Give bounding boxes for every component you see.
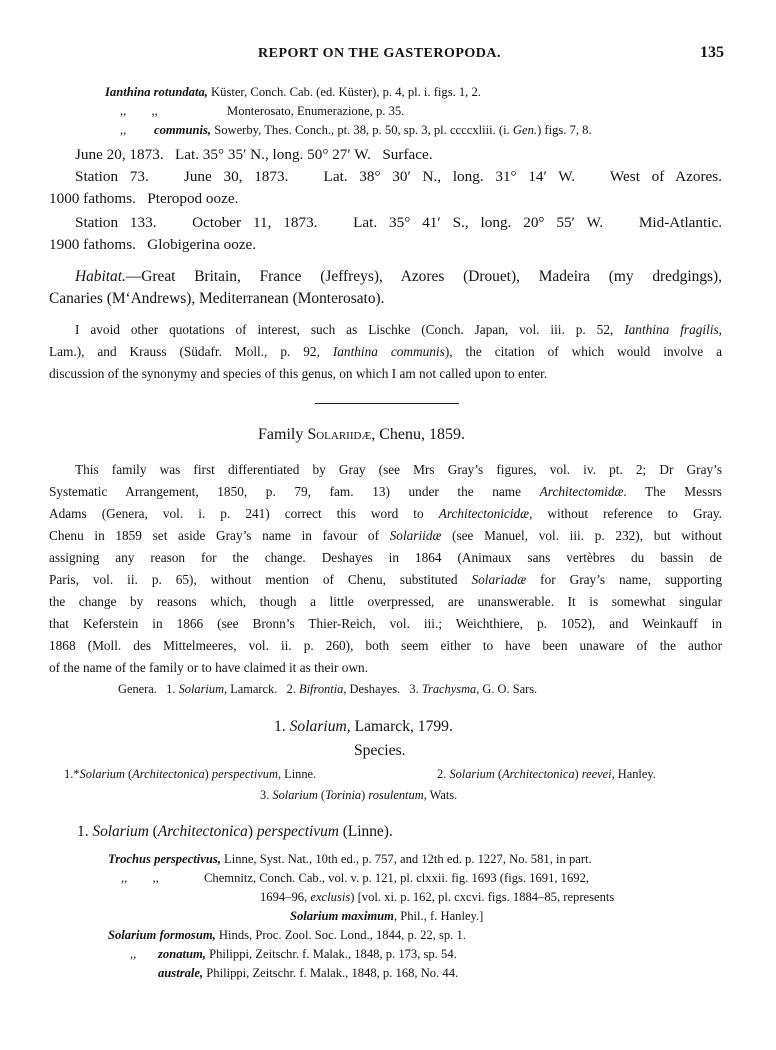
taxon-name: Ianthina rotundata,	[105, 85, 208, 99]
paragraph-text: for Gray’s name, supporting	[526, 572, 722, 587]
genus-name: Bifrontia	[299, 682, 344, 696]
synonymy-line-1	[108, 852, 592, 867]
heading-text: , Lamarck, 1799.	[346, 718, 453, 735]
reference-text: ) [vol. xi. p. 162, pl. cxcvi. figs. 1884–85, represents	[350, 890, 615, 904]
species-number: 2.	[437, 767, 450, 781]
paragraph-text: (see Manuel, vol. iii. p. 232), but without	[441, 528, 722, 543]
ditto-marks: ,, ,,	[121, 871, 159, 885]
family-paragraph-line-1: This family was first differentiated by Gray (see Mrs Gray’s figures, vol. iv. pt. 2; Dr Gray’s	[75, 462, 722, 477]
family-paragraph-line-4	[49, 528, 722, 544]
heading-number: 1.	[77, 823, 93, 840]
taxon-name: Solarium maximum	[290, 909, 394, 923]
species-genus: Solarium	[449, 767, 495, 781]
section-divider	[315, 403, 459, 404]
species-list-item-3	[260, 788, 457, 803]
station-record-2: Station 73. June 30, 1873. Lat. 38° 30′ N., long. 31° 14′ W. West of Azores.	[75, 168, 722, 185]
reference-text: 1694–96,	[260, 890, 311, 904]
genus-number: 2.	[286, 682, 296, 696]
heading-number: 1.	[274, 718, 290, 735]
taxon-name: australe,	[158, 966, 204, 980]
reference-text: Philippi, Zeitschr. f. Malak., 1848, p. 168, No. 44.	[203, 966, 459, 980]
quotation-note-line-2	[49, 344, 722, 360]
family-paragraph-line-8: that Keferstein in 1866 (see Bronn’s Thier-Reich, vol. iii.; Weichthiere, p. 1052), and Weinkauff in	[49, 616, 722, 631]
species-epithet: rosulentum	[368, 788, 424, 802]
paragraph-text: , without reference to Gray.	[529, 506, 723, 521]
synonymy-line-4	[290, 909, 483, 924]
family-heading	[258, 426, 465, 444]
species-author: , Wats.	[423, 788, 458, 802]
species-punct: )	[574, 767, 582, 781]
paragraph-italic: Solariidæ	[389, 528, 442, 543]
family-paragraph-line-7: the change by reasons which, though a little overpressed, are unanswerable. It is somewhat singular	[49, 594, 722, 609]
species-number: 1.*	[64, 767, 80, 781]
taxon-name: Solarium formosum,	[108, 928, 216, 942]
reference-text: Chemnitz, Conch. Cab., vol. v. p. 121, pl. clxxii. fig. 1693 (figs. 1691, 1692,	[204, 871, 590, 885]
synonymy-line-3	[260, 890, 614, 905]
taxon-name: Trochus perspectivus,	[108, 852, 221, 866]
paragraph-text: . The Messrs	[623, 484, 722, 499]
species-number: 3.	[260, 788, 273, 802]
family-paragraph-line-10: of the name of the family or to have claimed it as their own.	[49, 660, 369, 675]
species-punct: (	[124, 767, 133, 781]
paragraph-text: Chenu in 1859 set aside Gray’s name in favour of	[49, 528, 390, 543]
reference-text: Philippi, Zeitschr. f. Malak., 1848, p. 173, sp. 54.	[205, 947, 457, 961]
species-punct: (	[317, 788, 326, 802]
species-epithet: reevei	[581, 767, 612, 781]
reference-italic: exclusis	[310, 890, 351, 904]
species-heading: Species.	[354, 742, 406, 759]
family-paragraph-line-3	[49, 506, 722, 522]
note-italic: Ianthina fragilis,	[624, 322, 722, 337]
paragraph-text: Systematic Arrangement, 1850, p. 79, fam. 13) under the name	[49, 484, 540, 499]
paragraph-italic: Architectonicidæ	[438, 506, 530, 521]
genus-name: Solarium	[178, 682, 225, 696]
species-subgenus: Architectonica	[132, 767, 205, 781]
station-record-3: Station 133. October 11, 1873. Lat. 35° 41′ S., long. 20° 55′ W. Mid-Atlantic.	[75, 214, 722, 231]
note-italic: Ianthina communis	[332, 344, 445, 359]
species-genus: Solarium	[79, 767, 125, 781]
synonymy-line-7	[158, 966, 458, 981]
genus-author: , G. O. Sars.	[476, 682, 538, 696]
habitat-line-2: Canaries (M‘Andrews), Mediterranean (Monterosato).	[49, 290, 385, 307]
page-header	[0, 46, 776, 68]
species-genus: Solarium	[272, 788, 318, 802]
species-list-item-1	[64, 767, 316, 782]
species-epithet: perspectivum	[211, 767, 278, 781]
synonymy-line-5	[108, 928, 466, 943]
paragraph-text: Adams (Genera, vol. i. p. 241) correct this word to	[49, 506, 439, 521]
station-record-3-depth: 1900 fathoms. Globigerina ooze.	[49, 236, 257, 253]
note-text: ), the citation of which would involve a	[444, 344, 722, 359]
habitat-line-1	[75, 268, 722, 286]
ditto-marks: ,,	[130, 947, 137, 961]
running-title: REPORT ON THE GASTEROPODA.	[258, 46, 502, 61]
ditto-marks: ,,	[120, 123, 127, 137]
species-list-item-2	[437, 767, 656, 782]
species-epithet: perspectivum	[256, 823, 339, 840]
ianthina-synonymy-line-1	[105, 85, 481, 100]
reference-text: ) figs. 7, 8.	[537, 123, 592, 137]
genus-author: , Deshayes.	[343, 682, 401, 696]
synonymy-line-6	[130, 947, 457, 962]
quotation-note-line-3: discussion of the synonymy and species of this genus, on which I am not called upon to enter.	[49, 366, 548, 381]
genus-number: 3.	[409, 682, 419, 696]
station-record-2-depth: 1000 fathoms. Pteropod ooze.	[49, 190, 239, 207]
species-author: , Hanley.	[611, 767, 656, 781]
paragraph-italic: Solariadæ	[471, 572, 527, 587]
species-author: , Linne.	[277, 767, 317, 781]
reference-text: Hinds, Proc. Zool. Soc. Lond., 1844, p. 22, sp. 1.	[215, 928, 466, 942]
paragraph-text: Paris, vol. ii. p. 65), without mention of Chenu, substituted	[49, 572, 472, 587]
ianthina-synonymy-line-3	[120, 123, 592, 138]
species-one-heading	[77, 823, 393, 841]
family-name: Solariidæ	[307, 426, 372, 443]
synonymy-line-2	[121, 871, 589, 886]
family-paragraph-line-9: 1868 (Moll. des Mittelmeeres, vol. ii. p. 260), both seem either to have been unaware of the author	[49, 638, 722, 653]
species-punct: )	[361, 788, 369, 802]
family-paragraph-line-6	[49, 572, 722, 588]
reference-text: , Phil., f. Hanley.]	[393, 909, 484, 923]
species-subgenus: Architectonica	[157, 823, 248, 840]
family-paragraph-line-2	[49, 484, 722, 500]
paragraph-italic: Architectomidæ	[539, 484, 624, 499]
taxon-name: zonatum,	[158, 947, 206, 961]
reference-text: Küster, Conch. Cab. (ed. Küster), p. 4, pl. i. figs. 1, 2.	[207, 85, 481, 99]
reference-text: Monterosato, Enumerazione, p. 35.	[227, 104, 405, 118]
genus-name: Solarium	[289, 718, 347, 735]
ditto-marks: ,, ,,	[120, 104, 158, 118]
heading-text: Family	[258, 426, 308, 443]
reference-text: Sowerby, Thes. Conch., pt. 38, p. 50, sp. 3, pl. ccccxliii. (i.	[211, 123, 513, 137]
species-subgenus: Architectonica	[502, 767, 575, 781]
species-author: (Linne).	[338, 823, 393, 840]
species-subgenus: Torinia	[325, 788, 362, 802]
species-punct: )	[204, 767, 212, 781]
habitat-label: Habitat.	[75, 268, 126, 285]
note-text: I avoid other quotations of interest, such as Lischke (Conch. Japan, vol. iii. p. 52,	[75, 322, 625, 337]
taxon-name: communis,	[154, 123, 212, 137]
page-number: 135	[700, 44, 724, 61]
heading-punct: )	[247, 823, 257, 840]
station-record-1: June 20, 1873. Lat. 35° 35′ N., long. 50° 27′ W. Surface.	[75, 146, 433, 163]
genera-label: Genera.	[118, 682, 157, 696]
genera-list	[118, 682, 537, 697]
species-punct: (	[494, 767, 503, 781]
family-paragraph-line-5: assigning any reason for the change. Deshayes in 1864 (Animaux sans vertèbres du bassin de	[49, 550, 722, 565]
ianthina-synonymy-line-2	[120, 104, 404, 119]
species-genus: Solarium	[92, 823, 149, 840]
heading-punct: (	[148, 823, 158, 840]
genus-heading	[274, 718, 453, 736]
genus-name: Trachysma	[421, 682, 477, 696]
genus-author: , Lamarck.	[224, 682, 278, 696]
genus-number: 1.	[166, 682, 176, 696]
reference-italic: Gen.	[512, 123, 538, 137]
habitat-text: —Great Britain, France (Jeffreys), Azores (Drouet), Madeira (my dredgings),	[125, 268, 722, 285]
note-text: Lam.), and Krauss (Südafr. Moll., p. 92,	[49, 344, 333, 359]
quotation-note-line-1	[75, 322, 722, 338]
reference-text: Linne, Syst. Nat., 10th ed., p. 757, and 12th ed. p. 1227, No. 581, in part.	[220, 852, 592, 866]
heading-text: , Chenu, 1859.	[371, 426, 466, 443]
